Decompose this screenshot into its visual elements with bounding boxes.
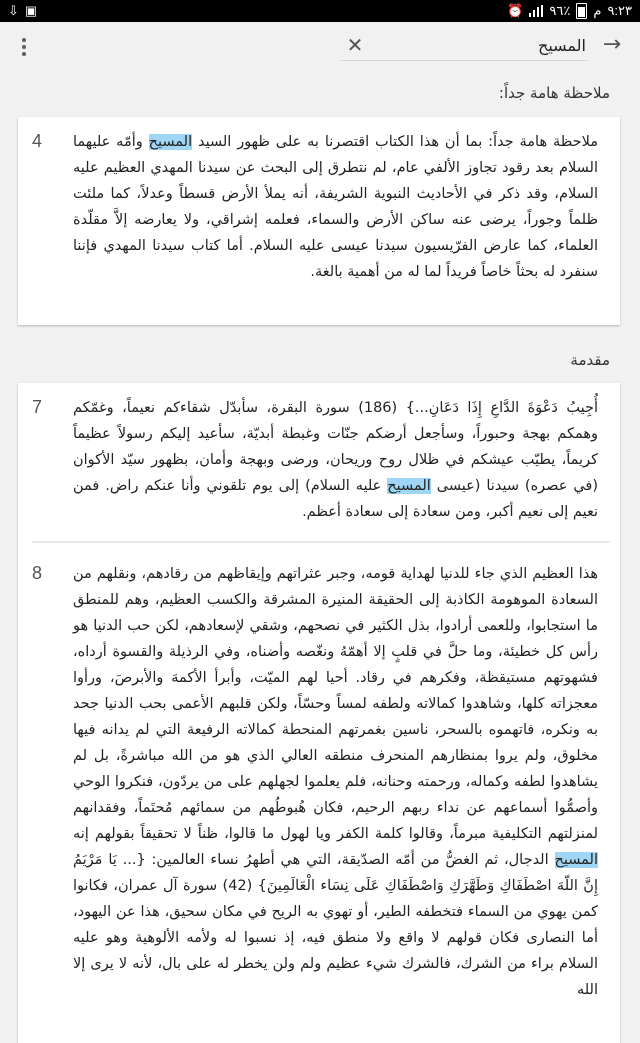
result-number: 4: [32, 131, 43, 151]
status-bar: [0, 0, 640, 22]
result-card: [18, 117, 620, 325]
result-number: 8: [32, 563, 43, 583]
time-period: م: [593, 3, 602, 18]
result-text: هذا العظيم الذي جاء للدنيا لهداية قومه، وجبر عثراتهم وإيقاظهم من رقادهم، ونقلهم من السعادة الموهومة الكاذبة إلى الحقيقة المنيرة المشرقة والكسب العظيم، وهم للمنطق ما استجابوا، وللعمى أرادوا، بذل الكثير في نصحهم، وشقي لإسعادهم، لكن حب الدنيا هو رأس كل خطيئة، وما حلَّ في قلبٍ إلا أهمّهُ ونغّصه وأضناه، وفي الرذيلة والقسوة أرداه، فشهوتهم مستيقظة، وفكرهم في رقاد. أحيا لهم الميّت، وأبرأ الأكمهَ والأبرصَ، ورأوا معجزاته كلها، وشاهدوا كمالاته ولطفه لمساً وحسّاً، ولكن قلبهم الأعمى بحب الدنيا جحد به ونكره، فاتهموه بالسحر، ناسين بغمرتهم المنحطة كمالاته الرفيعة التي لم يدانه فيها مخلوق، ولم يروا بمنظارهم المنحرف منطقه العالي الذي هو من الله مباشرةً، بل لم يشاهدوا لطفه وكماله، ورحمته وحنانه، فلم يعلموا لجهلهم على من يردّون، فنكروا الوحي وأصمُّوا أسماعهم عن نداء ربهم الرحيم، فكان هُبوطُهم من سمائهم مُحتَماً، وفقدانهم لمنزلتهم التكليفية مبرماً، وقالوا كلمة الكفر ويا لهول ما قالوا، ظناً لا تحقيقاً بقولهم إنه المسيح الدجال، ثم الغضُّ من أمّه الصدّيقة، التي هي أطهرُ نساء العالمين: {... يَا مَرْيَمُ إِنَّ اللّهَ اصْطَفَاكِ وَطَهَّرَكِ وَاصْطَفَاكِ عَلَى نِسَاء الْعَالَمِينَ} (42) سورة آل عمران، فكانوا كمن يهوي من السماء فتخطفه الطير، أو تهوي به الريح في مكان سحيق، هذا عن اليهود، أما النصارى فكان قولهم لا واقع ولا منطق فيه، إذ نسبوا له ولأمه الألوهية وهو عليه السلام براء من الشرك، فالشرك شيء عظيم ولم ولن يخطر له على بال، لأنه لا يرى إلا الله: [73, 566, 598, 998]
search-toolbar: [0, 22, 640, 72]
alarm-icon: ⏰: [507, 3, 524, 18]
image-icon: ▣: [24, 3, 38, 18]
battery-icon: [576, 3, 587, 19]
search-highlight: المسيح: [554, 852, 598, 868]
close-icon[interactable]: ✕: [346, 33, 364, 57]
signal-icon: [529, 5, 543, 17]
section-header: مقدمة: [570, 351, 610, 369]
search-result[interactable]: [18, 117, 620, 325]
result-text: ملاحظة هامة جداً: بما أن هذا الكتاب اقتصرنا به على ظهور السيد المسيح وأمّه عليهما السلام بعد رقود تجاوز الألفي عام، لم نتطرق إلى البحث عن سيدنا المهدي العظيم عليه السلام، وقد ذكر في الأحاديث النبوية الشريفة، أنه يملأ الأرض قسطاً وعدلاً، كما ملئت ظلماً وجوراً، يرضى عنه ساكن الأرض والسماء، فعلمه إشراقي، ولا يعارضه إلاَّ مقلّدة العلماء، كما عارض الفرّيسيون سيدنا عيسى عليه السلام. أما كتاب سيدنا المهدي فإننا سنفرد له بحثاً خاصاً فريداً لما له من أهمية بالغة.: [73, 134, 599, 280]
download-icon: ⇩: [8, 3, 19, 18]
status-time: ٩:٢٣: [607, 3, 632, 18]
result-number: 7: [32, 397, 43, 417]
battery-percent: ٩٦٪: [549, 3, 571, 18]
search-underline: [340, 60, 588, 61]
search-result[interactable]: [18, 383, 620, 539]
result-text: أُجِيبُ دَعْوَةَ الدَّاعِ إِذَا دَعَانِ...} (186) سورة البقرة، سأبدّل شقاءكم نعيماً، وغمّكم وهمكم بهجة وحبوراً، وسأجعل أرضكم جنّات وغبطة أبديّة، سأعيد إليكم رسولاً عظيماً كريماً، يطيّب عيشكم في ظلال روح وريحان، ورضى وبهجة وأمان، بظهور سيّد الأكوان (في عصره) سيدنا (عيسى المسيح عليه السلام) إلى يوم تلقوني وأنا عنكم راض. فمن نعيم إلى نعيم أكبر، ومن سعادة إلى سعادة أعظم.: [73, 400, 599, 520]
search-highlight: المسيح: [387, 478, 431, 494]
result-card: [18, 383, 620, 1043]
result-divider: [32, 541, 610, 543]
search-result[interactable]: [18, 549, 620, 1043]
section-header: ملاحظة هامة جداً:: [498, 84, 610, 102]
search-input[interactable]: [372, 30, 590, 60]
arrow-back-icon[interactable]: →: [602, 32, 622, 57]
more-vert-icon[interactable]: [14, 36, 34, 58]
search-highlight: المسيح: [148, 134, 193, 150]
